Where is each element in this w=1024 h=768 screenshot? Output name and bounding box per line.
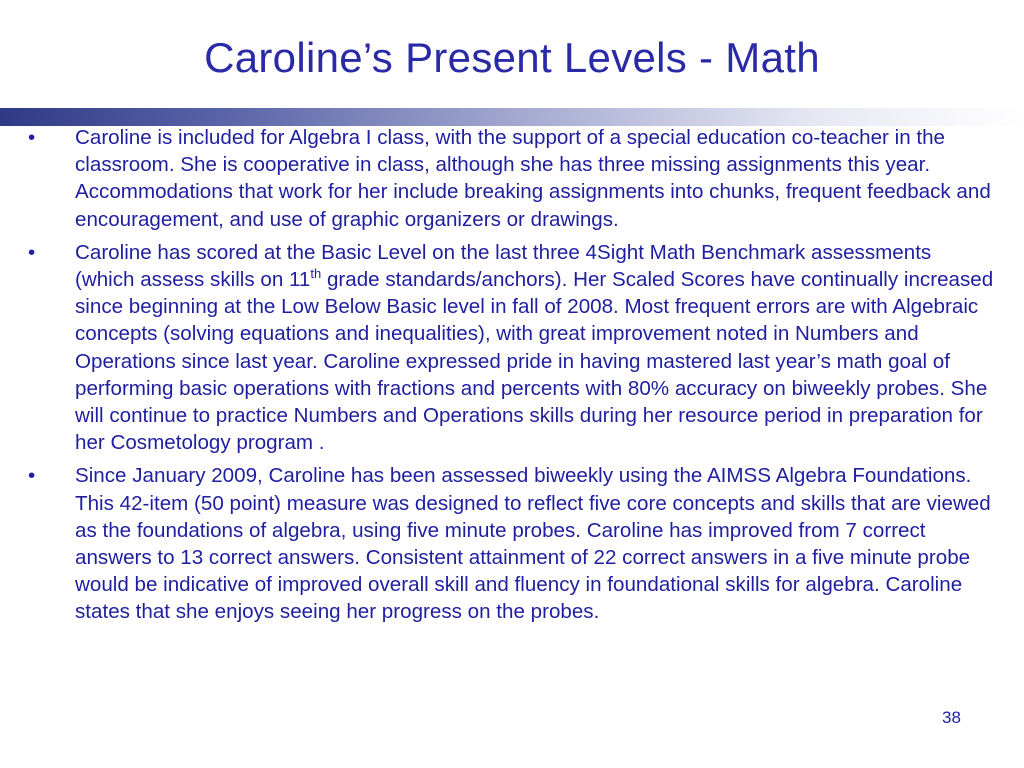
bullet-item-3 (28, 462, 996, 625)
bullet-dot-icon: • (28, 240, 36, 264)
slide-body (28, 124, 996, 632)
bullet-text-2-part-1: Caroline has scored at the Basic Level on the last three 4Sight Math Benchmark assessments (which assess skills on 11 (75, 240, 932, 292)
bullet-item-2 (28, 239, 996, 457)
bullet-item-1 (28, 124, 996, 233)
bullet-text-3: Since January 2009, Caroline has been assessed biweekly using the AIMSS Algebra Foundations. This 42-item (50 point) measure was designed to reflect five core concepts and skills that are viewed as the foundations of algebra, using five minute probes. Caroline has improved from 7 correct answers to 13 correct answers. Consistent attainment of 22 correct answers in a five minute probe would be indicative of improved overall skill and fluency in foundational skills for algebra. Caroline states that she enjoys seeing her progress on the probes. (75, 464, 991, 624)
bullet-text-2-superscript: th (310, 266, 322, 282)
bullet-text-2-part-2: grade standards/anchors). Her Scaled Scores have continually increased since beginning at the Low Below Basic level in fall of 2008. Most frequent errors are with Algebraic concepts (solving equations and inequalities), with great improvement noted in Numbers and Operations since last year. Caroline expressed pride in having mastered last year’s math goal of performing basic operations with fractions and percents with 80% accuracy on biweekly probes. She will continue to practice Numbers and Operations skills during her resource period in preparation for her Cosmetology program . (75, 268, 994, 455)
slide-title: Caroline’s Present Levels - Math (204, 34, 820, 81)
bullet-dot-icon: • (28, 464, 36, 488)
bullet-text-1: Caroline is included for Algebra I class, with the support of a special education co-teacher in the classroom. She is cooperative in class, although she has three missing assignments this year. Accommodations that work for her include breaking assignments into chunks, frequent feedback and encouragement, and use of graphic organizers or drawings. (75, 126, 991, 231)
page-number: 38 (942, 708, 961, 727)
bullet-dot-icon: • (28, 126, 36, 149)
